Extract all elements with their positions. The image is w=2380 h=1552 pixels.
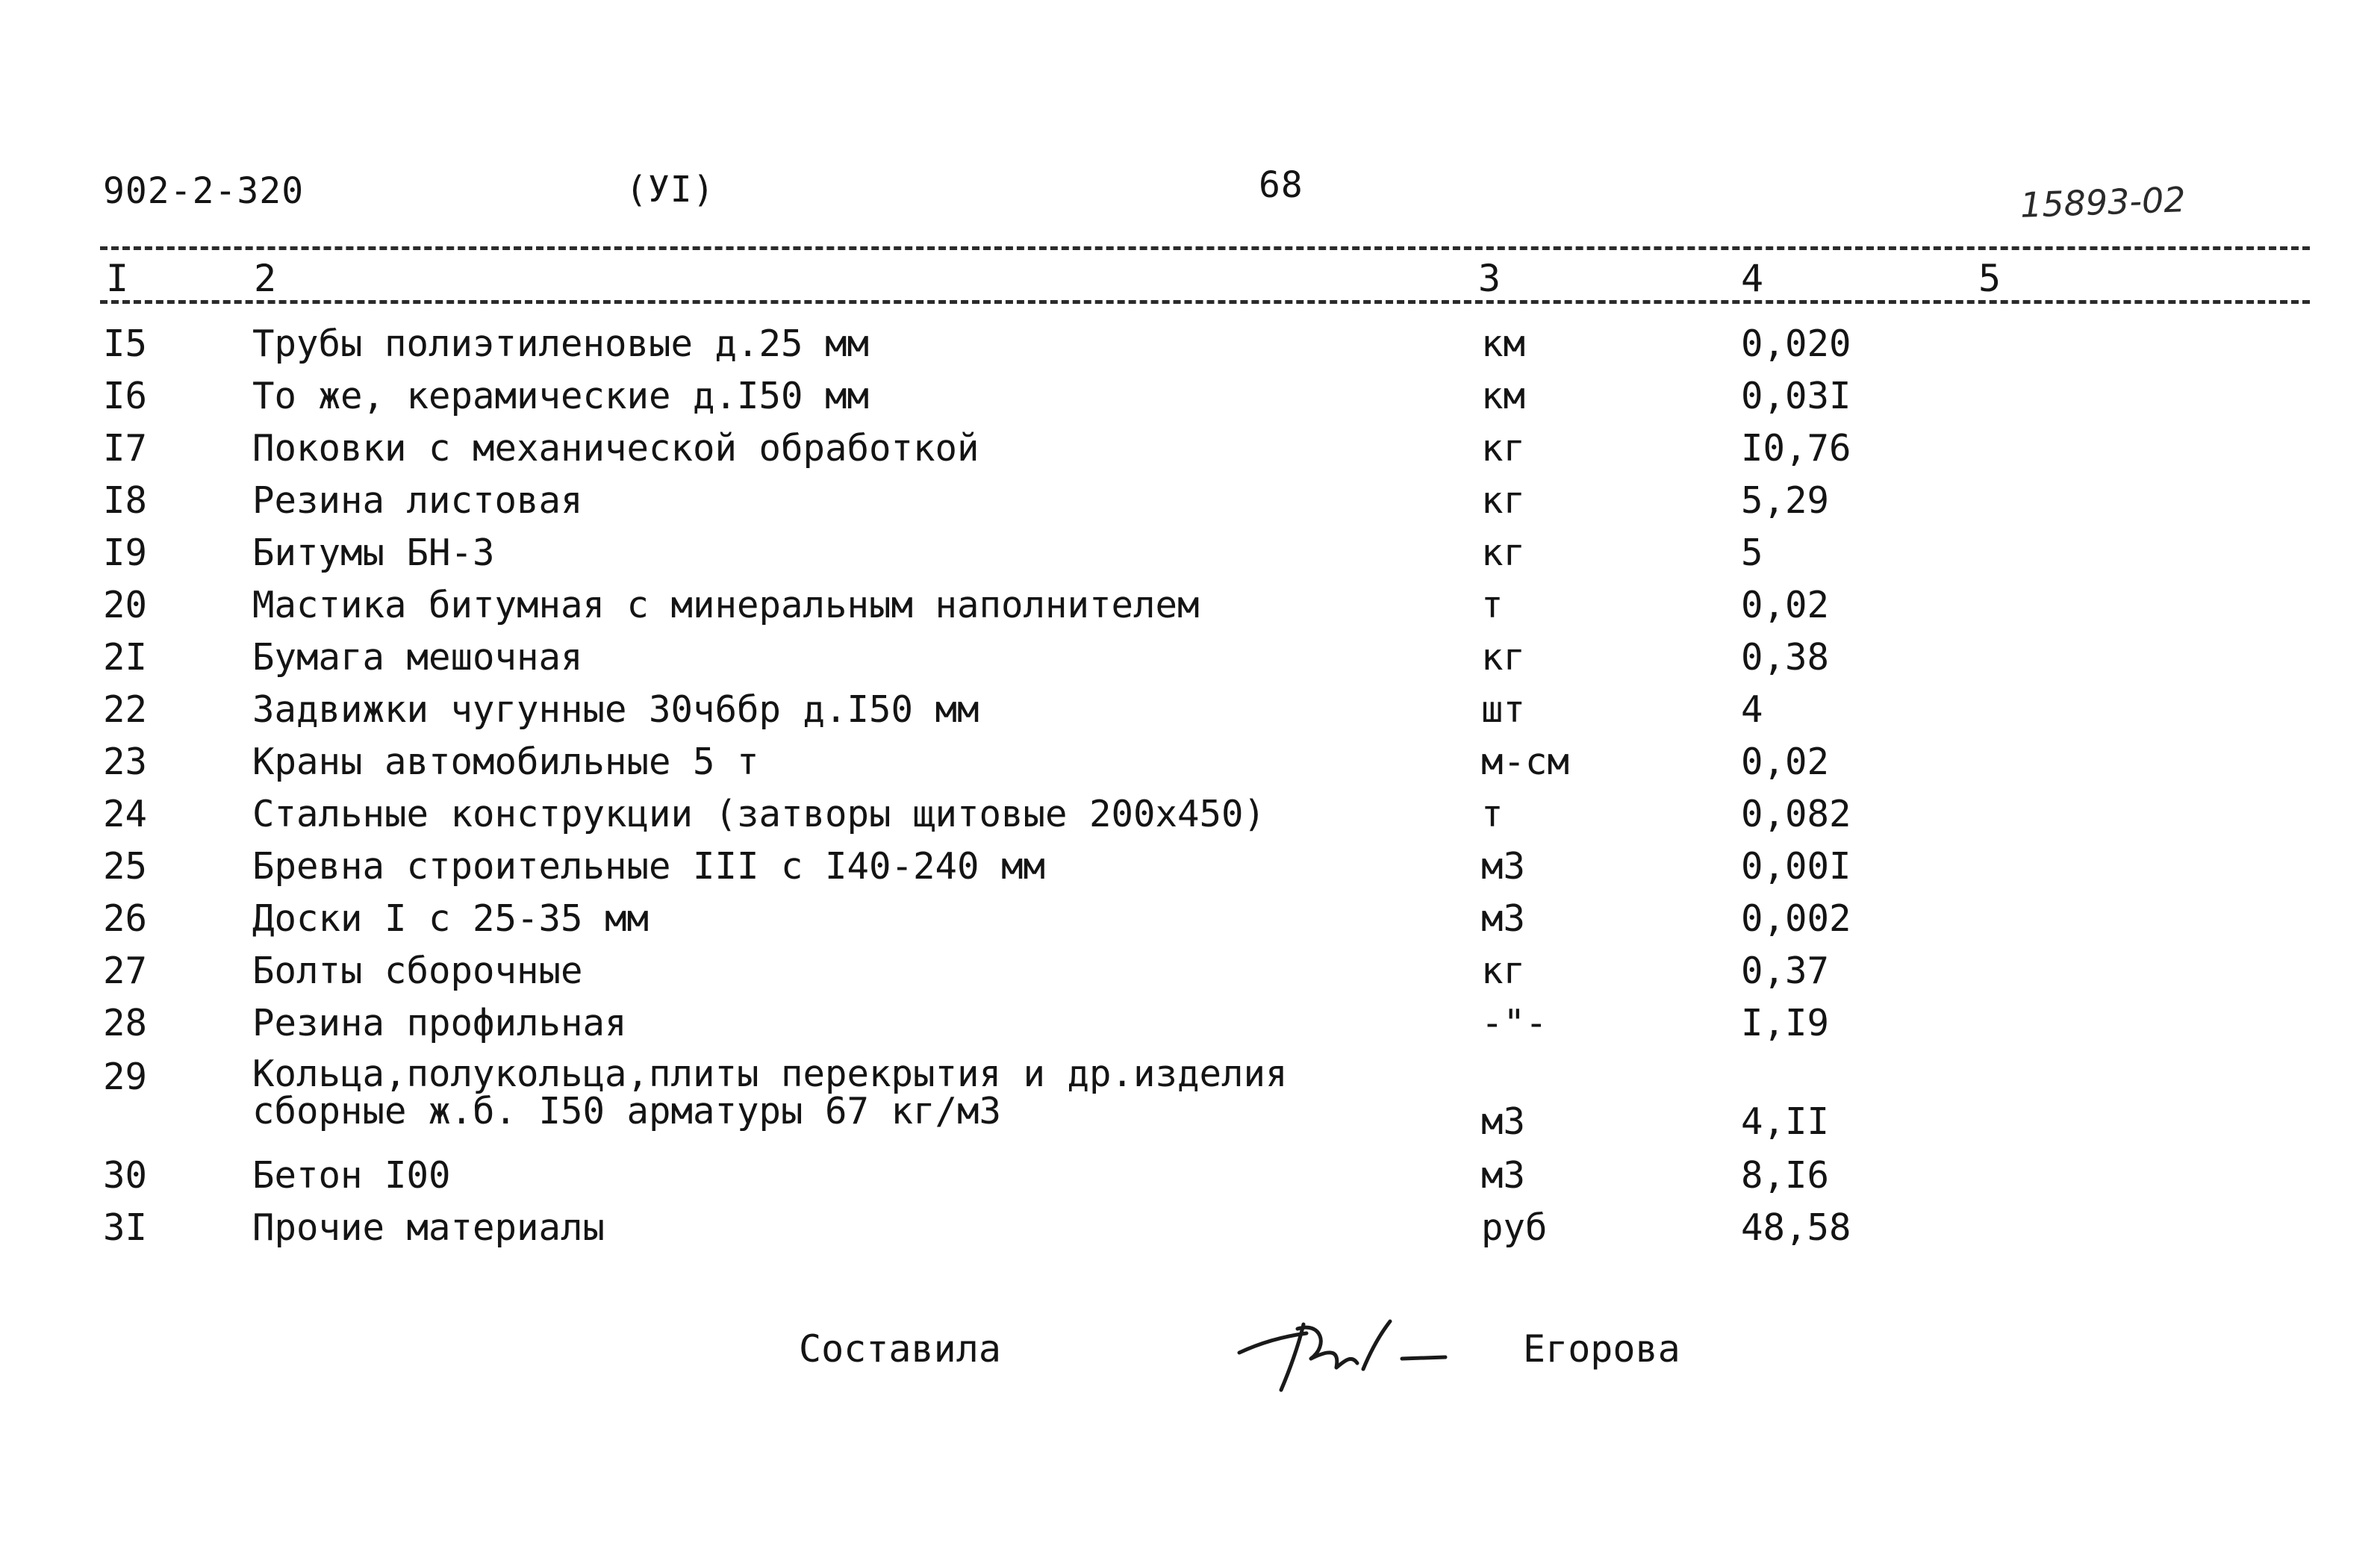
material-name: Бумага мешочная	[252, 636, 583, 679]
quantity: 0,020	[1741, 322, 1851, 365]
volume-label: (УI)	[626, 169, 715, 211]
quantity: 4	[1741, 688, 1763, 731]
material-name: Болты сборочные	[252, 950, 583, 992]
column-header-3: 3	[1478, 257, 1501, 300]
compiled-by-label: Составила	[799, 1327, 1001, 1371]
table-row	[0, 1002, 2380, 1054]
row-number: 30	[103, 1154, 148, 1197]
material-name: Резина профильная	[252, 1002, 627, 1044]
column-header-5: 5	[1978, 257, 2001, 300]
material-name: Мастика битумная с минеральным наполнителем	[252, 584, 1200, 626]
unit: м3	[1481, 1154, 1526, 1197]
material-name-line-1: Кольца,полукольца,плиты перекрытия и др.изделия	[252, 1053, 1288, 1095]
quantity: 0,082	[1741, 793, 1851, 835]
table-row	[0, 322, 2380, 375]
unit: кг	[1481, 950, 1526, 992]
material-name: Битумы БН-3	[252, 532, 495, 574]
unit: -"-	[1481, 1002, 1548, 1044]
column-header-2: 2	[254, 257, 277, 300]
unit: кг	[1481, 427, 1526, 470]
row-number: 23	[103, 741, 148, 783]
material-name: Трубы полиэтиленовые д.25 мм	[252, 322, 870, 365]
quantity: 5,29	[1741, 479, 1830, 522]
table-row	[0, 897, 2380, 950]
inventory-number: 15893-02	[2019, 179, 2187, 225]
table-rule-bottom	[100, 300, 2310, 304]
quantity: 5	[1741, 532, 1763, 574]
table-row	[0, 375, 2380, 427]
material-name: Поковки с механической обработкой	[252, 427, 979, 470]
quantity: 8,I6	[1741, 1154, 1830, 1197]
row-number: I6	[103, 375, 148, 417]
table-row	[0, 950, 2380, 1002]
material-name: Бревна строительные III с I40-240 мм	[252, 845, 1046, 888]
unit: кг	[1481, 636, 1526, 679]
row-number: 28	[103, 1002, 148, 1044]
row-number: I5	[103, 322, 148, 365]
quantity: 0,002	[1741, 897, 1851, 940]
table-row	[0, 688, 2380, 741]
unit: кг	[1481, 532, 1526, 574]
row-number: 24	[103, 793, 148, 835]
material-name: Резина листовая	[252, 479, 583, 522]
row-number: 25	[103, 845, 148, 888]
material-name: Прочие материалы	[252, 1206, 605, 1249]
quantity: 4,II	[1741, 1100, 1830, 1143]
quantity: 0,02	[1741, 584, 1830, 626]
material-name: Бетон I00	[252, 1154, 451, 1197]
table-row	[0, 793, 2380, 845]
row-number: 20	[103, 584, 148, 626]
column-header-4: 4	[1741, 257, 1764, 300]
table-row	[0, 1206, 2380, 1259]
row-number: 22	[103, 688, 148, 731]
document-code: 902-2-320	[103, 170, 305, 212]
row-number: I7	[103, 427, 148, 470]
material-name-line-2: сборные ж.б. I50 арматуры 67 кг/м3	[252, 1090, 1002, 1132]
unit: шт	[1481, 688, 1526, 731]
material-name: Краны автомобильные 5 т	[252, 741, 759, 783]
signature-image	[1232, 1299, 1456, 1396]
table-row	[0, 636, 2380, 688]
unit: м3	[1481, 1100, 1526, 1143]
row-number: 27	[103, 950, 148, 992]
row-number: 29	[103, 1056, 148, 1098]
quantity: 0,03I	[1741, 375, 1851, 417]
unit: м-см	[1481, 741, 1570, 783]
row-number: I8	[103, 479, 148, 522]
table-row	[0, 741, 2380, 793]
table-row	[0, 1154, 2380, 1206]
row-number: 2I	[103, 636, 148, 679]
column-header-1: I	[106, 257, 129, 300]
row-number: I9	[103, 532, 148, 574]
compiler-name: Егорова	[1523, 1327, 1680, 1371]
unit: км	[1481, 322, 1526, 365]
table-row	[0, 1053, 2380, 1153]
unit: м3	[1481, 845, 1526, 888]
row-number: 3I	[103, 1206, 148, 1249]
quantity: 0,00I	[1741, 845, 1851, 888]
quantity: 0,02	[1741, 741, 1830, 783]
row-number: 26	[103, 897, 148, 940]
material-name: То же, керамические д.I50 мм	[252, 375, 870, 417]
unit: км	[1481, 375, 1526, 417]
material-name: Задвижки чугунные 30ч6бр д.I50 мм	[252, 688, 979, 731]
material-name: Доски I с 25-35 мм	[252, 897, 649, 940]
table-row	[0, 845, 2380, 897]
page-number: 68	[1259, 164, 1303, 206]
quantity: I,I9	[1741, 1002, 1830, 1044]
table-rule-top	[100, 246, 2310, 250]
table-row	[0, 479, 2380, 532]
unit: м3	[1481, 897, 1526, 940]
table-row	[0, 427, 2380, 479]
quantity: 0,37	[1741, 950, 1830, 992]
quantity: I0,76	[1741, 427, 1851, 470]
table-row	[0, 584, 2380, 636]
unit: т	[1481, 793, 1504, 835]
unit: кг	[1481, 479, 1526, 522]
unit: т	[1481, 584, 1504, 626]
quantity: 0,38	[1741, 636, 1830, 679]
unit: руб	[1481, 1206, 1548, 1249]
material-name: Стальные конструкции (затворы щитовые 200х450)	[252, 793, 1266, 835]
material-name	[252, 1053, 1288, 1132]
table-row	[0, 532, 2380, 584]
quantity: 48,58	[1741, 1206, 1851, 1249]
